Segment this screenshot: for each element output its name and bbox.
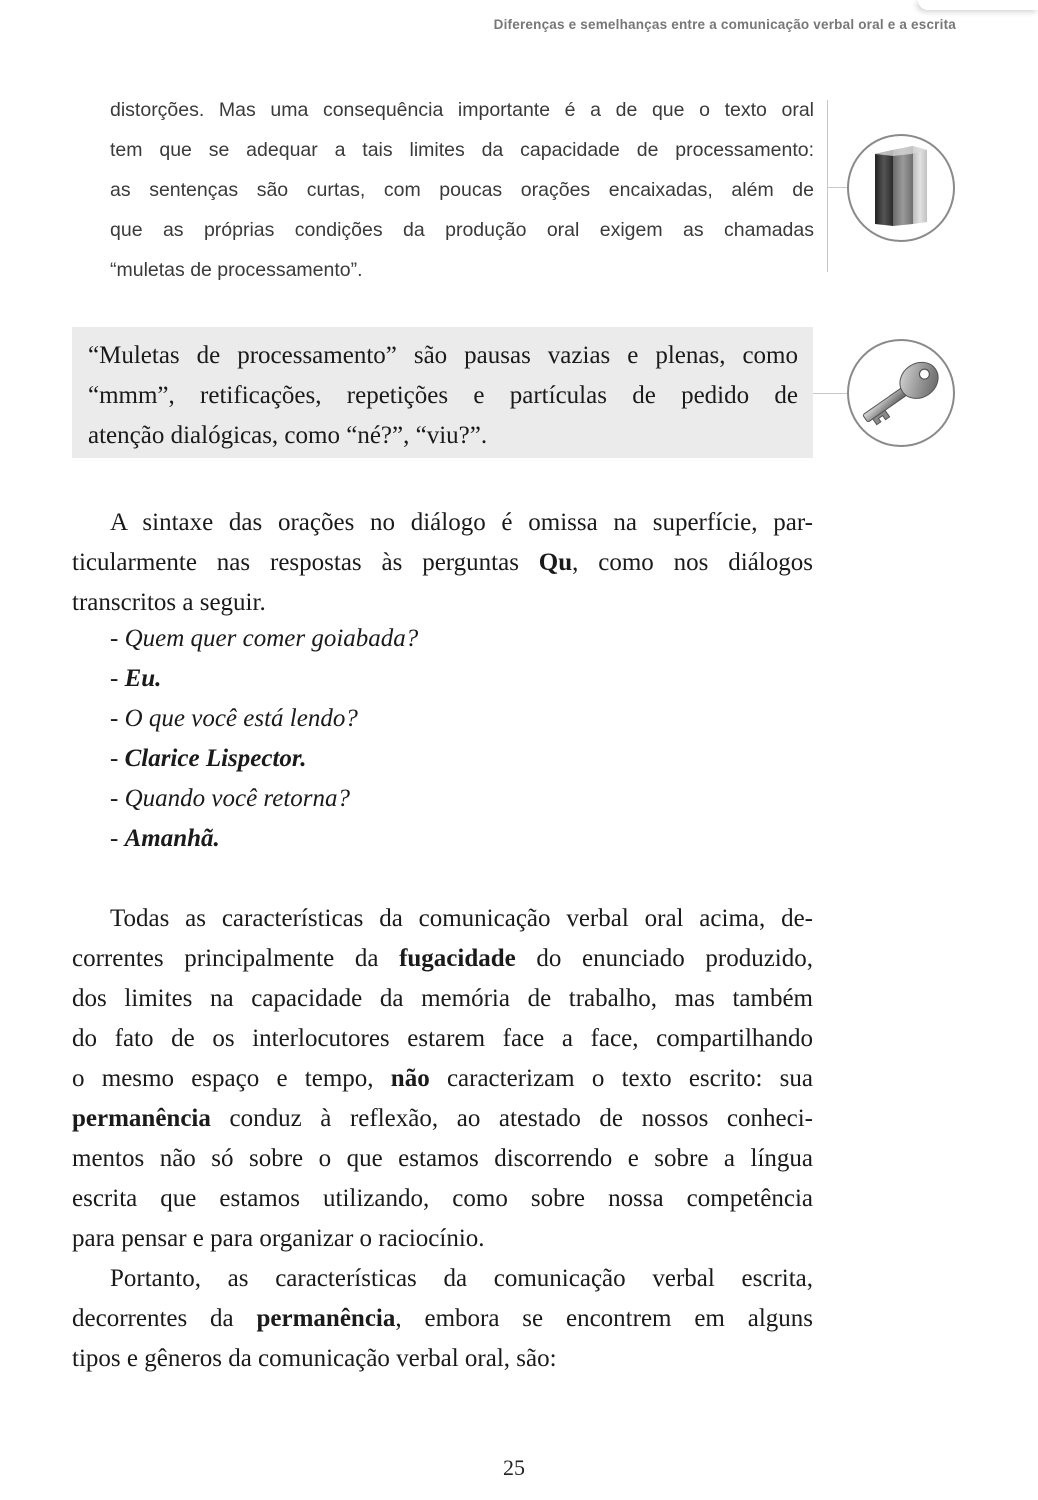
- running-header: Diferenças e semelhanças entre a comunicação verbal oral e a escrita: [493, 17, 956, 32]
- dialogue-dash: -: [110, 745, 125, 772]
- text-line: “muletas de processamento”.: [110, 259, 363, 281]
- dialogue-answer: Eu.: [124, 665, 162, 692]
- definition-callout: [72, 327, 813, 458]
- bold-term: permanência: [256, 1305, 396, 1332]
- page-number: 25: [503, 1455, 525, 1480]
- text-run: correntes principalmente da: [72, 945, 400, 972]
- characteristics-paragraph: [72, 899, 813, 1259]
- text-line: distorções. Mas uma consequência importante é a de que o texto oral: [110, 99, 814, 121]
- dialogue-dash: -: [110, 825, 125, 852]
- text-line: dos limites na capacidade da memória de trabalho, mas também: [72, 985, 813, 1012]
- dialogue-transcript: [110, 619, 418, 859]
- intro-paragraph: [110, 90, 814, 290]
- dialogue-line: [110, 739, 418, 779]
- text-run: o mesmo espaço e tempo,: [72, 1065, 391, 1092]
- text-line: mentos não só sobre o que estamos discorrendo e sobre a língua: [72, 1145, 813, 1172]
- text-line: que as próprias condições da produção oral exigem as chamadas: [110, 219, 814, 241]
- text-line: Portanto, as características da comunicação verbal escrita,: [110, 1265, 813, 1292]
- dialogue-line: [110, 779, 418, 819]
- bold-term: não: [390, 1065, 430, 1092]
- dialogue-answer: Clarice Lispector.: [124, 745, 307, 772]
- text-run: do enunciado produzido,: [515, 945, 813, 972]
- text-line: escrita que estamos utilizando, como sobre nossa competência: [72, 1185, 813, 1212]
- text-run: conduz à reflexão, ao atestado de nossos conheci-: [210, 1105, 813, 1132]
- text-line: [72, 1299, 813, 1339]
- dialogue-line: [110, 819, 418, 859]
- bold-term: fugacidade: [399, 945, 516, 972]
- dialogue-dash: -: [110, 785, 125, 812]
- books-icon: [847, 134, 955, 242]
- text-run: , embora se encontrem em alguns: [395, 1305, 813, 1332]
- text-line: para pensar e para organizar o raciocínio.: [72, 1225, 485, 1252]
- page-curl-shadow: [918, 0, 1038, 10]
- icon-connector: [827, 187, 847, 188]
- dialogue-dash: -: [110, 665, 125, 692]
- text-run: , como nos diálogos: [572, 549, 813, 576]
- text-line: as sentenças são curtas, com poucas orações encaixadas, além de: [110, 179, 814, 201]
- text-run: decorrentes da: [72, 1305, 257, 1332]
- text-line: [72, 939, 813, 979]
- dialogue-question: Quando você retorna?: [124, 785, 350, 812]
- text-line: Todas as características da comunicação verbal oral acima, de-: [110, 905, 813, 932]
- dialogue-dash: -: [110, 705, 125, 732]
- conclusion-paragraph: [72, 1259, 813, 1379]
- dialogue-line: [110, 699, 418, 739]
- margin-rule: [827, 100, 828, 272]
- text-line: tipos e gêneros da comunicação verbal oral, são:: [72, 1345, 557, 1372]
- dialogue-line: [110, 659, 418, 699]
- bold-term: Qu: [538, 549, 573, 576]
- text-run: caracterizam o texto escrito: sua: [429, 1065, 813, 1092]
- text-run: ticularmente nas respostas às perguntas: [72, 549, 539, 576]
- text-line: transcritos a seguir.: [72, 589, 266, 616]
- text-line: [72, 1059, 813, 1099]
- text-line: A sintaxe das orações no diálogo é omissa na superfície, par-: [110, 509, 813, 536]
- text-line: do fato de os interlocutores estarem face a face, compartilhando: [72, 1025, 813, 1052]
- dialogue-line: [110, 619, 418, 659]
- dialogue-question: O que você está lendo?: [124, 705, 358, 732]
- callout-line: “mmm”, retificações, repetições e partículas de pedido de: [88, 382, 798, 409]
- syntax-paragraph: [72, 503, 813, 623]
- dialogue-answer: Amanhã.: [124, 825, 220, 852]
- icon-connector: [813, 393, 847, 394]
- text-line: tem que se adequar a tais limites da capacidade de processamento:: [110, 139, 814, 161]
- text-line: [72, 543, 813, 583]
- callout-line: “Muletas de processamento” são pausas vazias e plenas, como: [88, 342, 798, 369]
- dialogue-dash: -: [110, 625, 125, 652]
- dialogue-question: Quem quer comer goiabada?: [124, 625, 419, 652]
- callout-line: atenção dialógicas, como “né?”, “viu?”.: [88, 422, 488, 449]
- key-icon: [847, 339, 955, 447]
- bold-term: permanência: [72, 1105, 211, 1132]
- text-line: [72, 1099, 813, 1139]
